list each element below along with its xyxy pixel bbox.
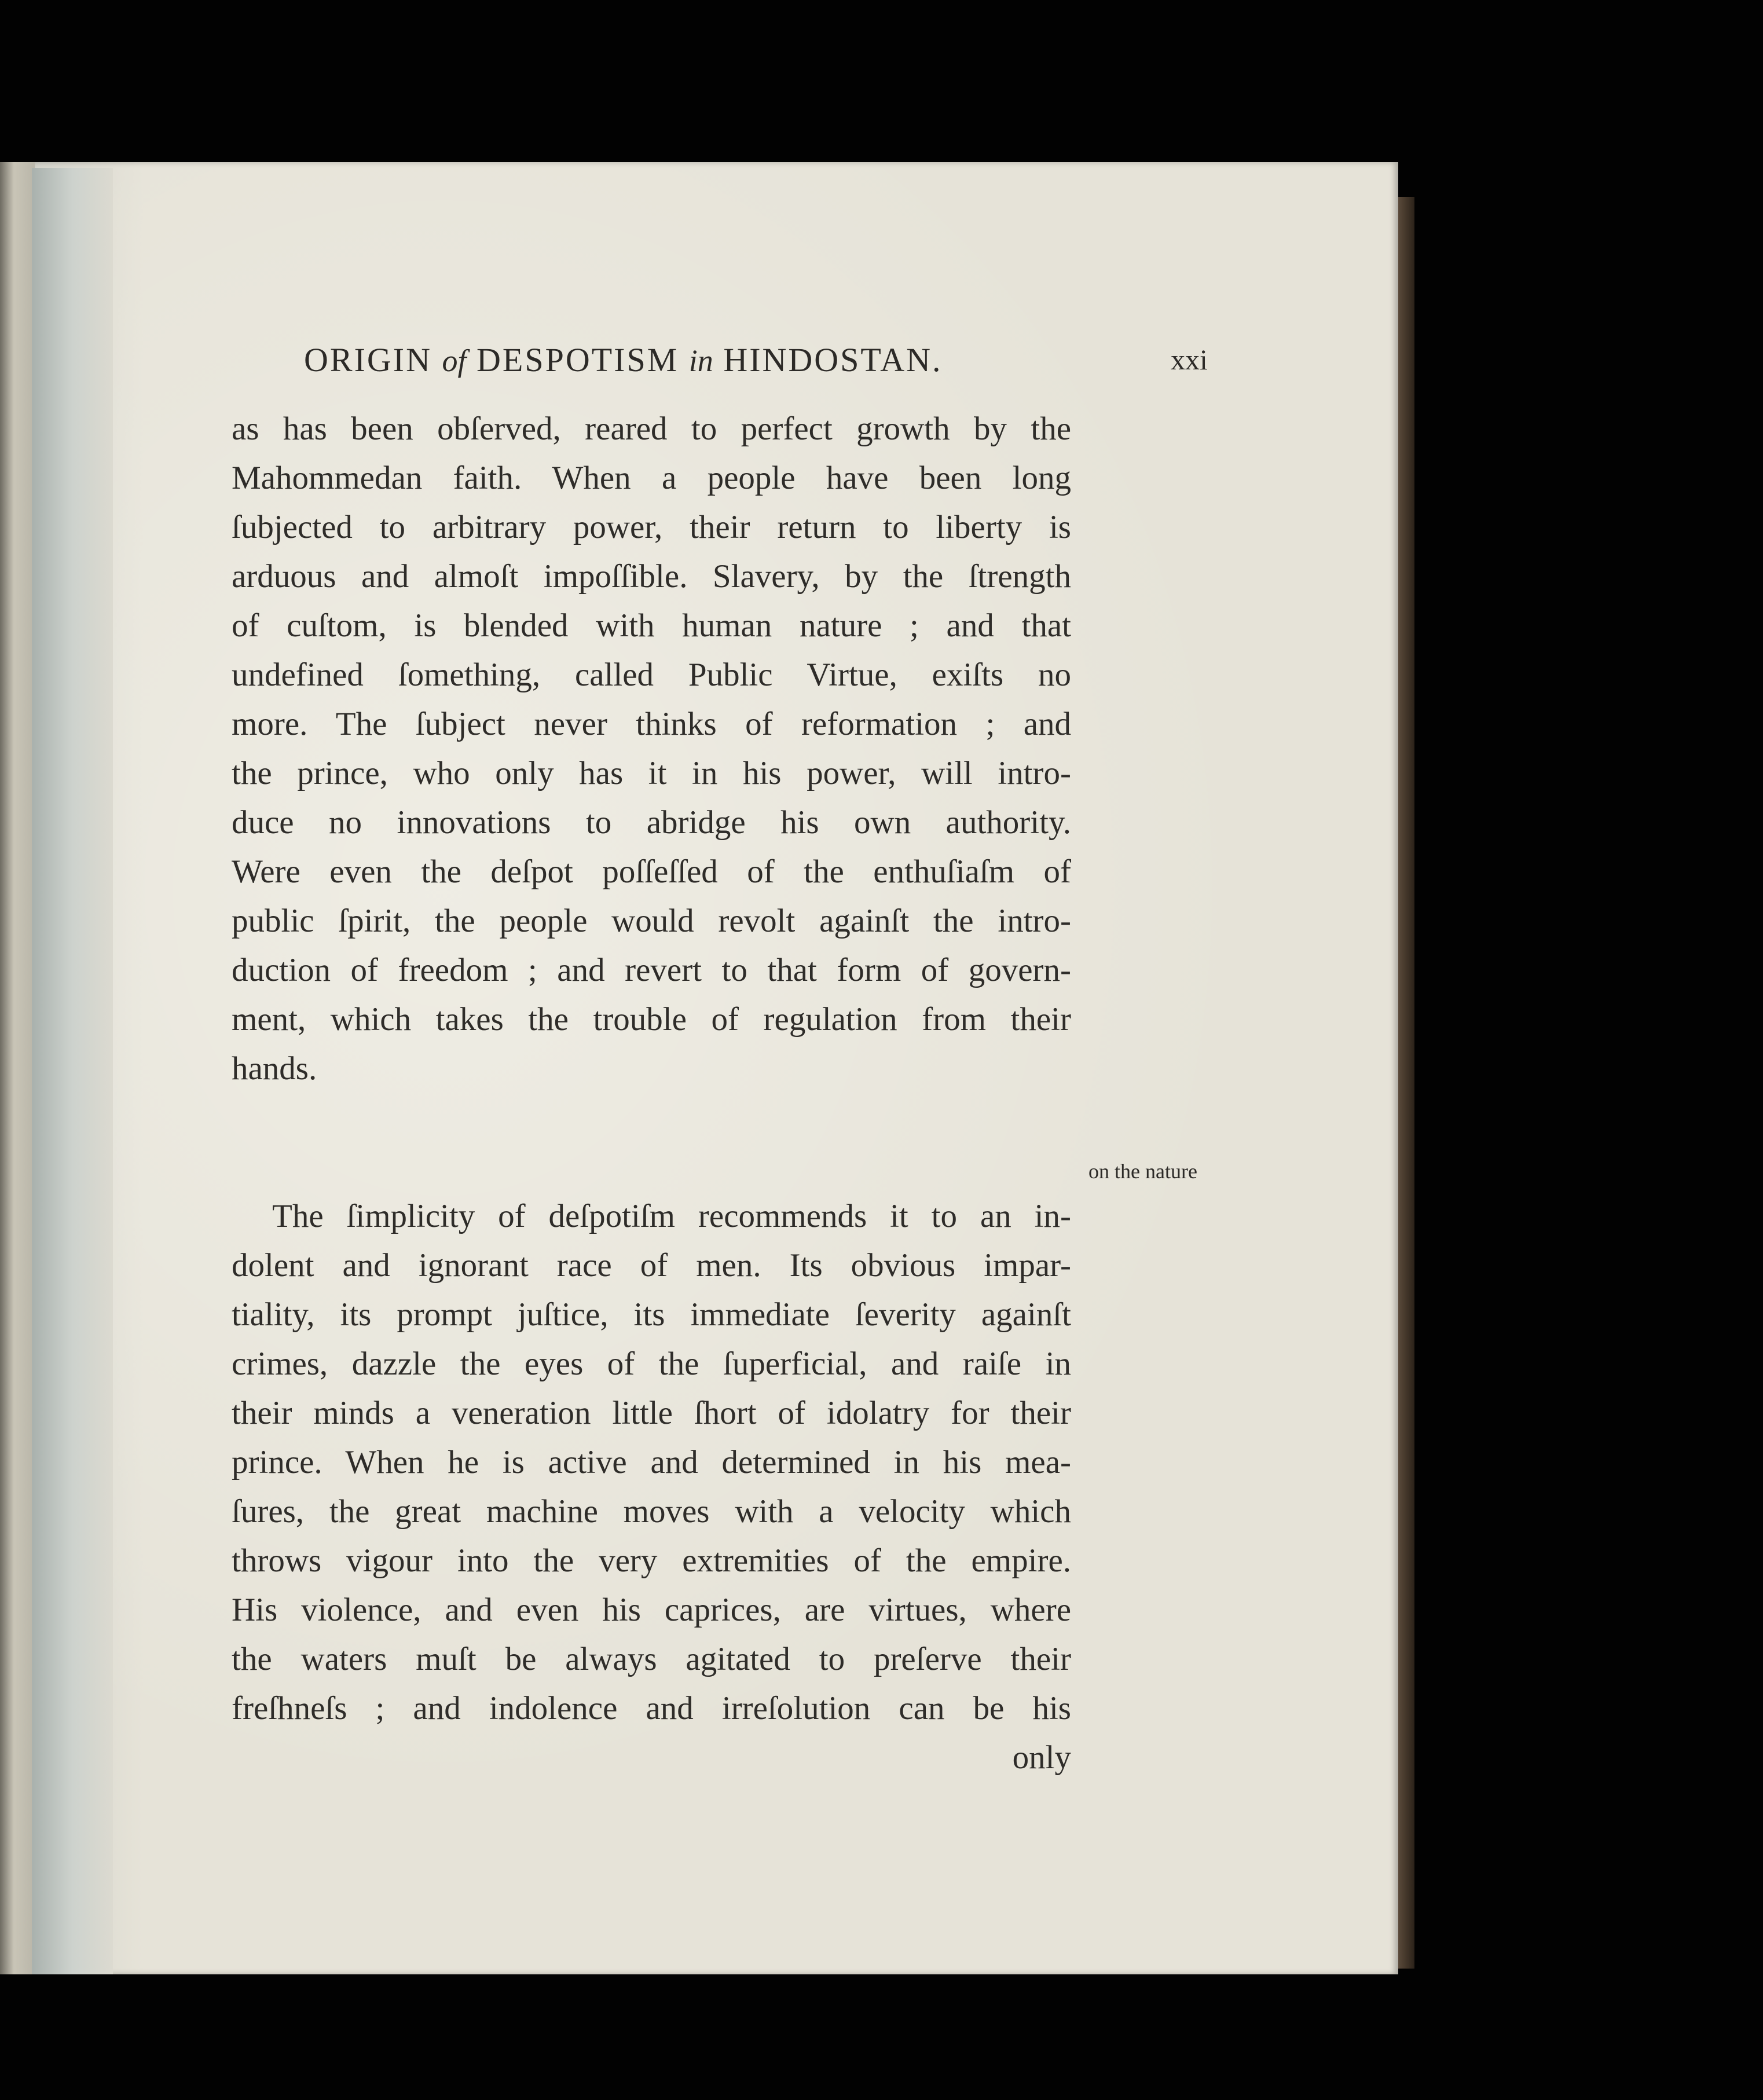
text-line: as has been obſerved, reared to perfect growth by the [232,411,1071,447]
text-line: hands. [232,1050,317,1087]
page-right-edge [1398,197,1414,1969]
gutter-shadow [32,168,113,1974]
running-head [304,340,1057,379]
running-head-in: in [688,343,713,378]
text-line: dolent and ignorant race of men. Its obvious impar- [232,1247,1071,1284]
text-line: ſures, the great machine moves with a velocity which [232,1493,1071,1530]
text-line: Mahommedan faith. When a people have been long [232,460,1071,496]
text-line: public ſpirit, the people would revolt againſt the intro- [232,903,1071,939]
text-line: The ſimplicity of deſpotiſm recommends it to an in- [272,1198,1071,1234]
running-head-hindostan: HINDOSTAN. [723,341,943,379]
text-line: arduous and almoſt impoſſible. Slavery, by the ſtrength [232,558,1071,595]
margin-note: on the nature [1088,1160,1197,1183]
text-line: duce no innovations to abridge his own authority. [232,804,1071,841]
text-line: ſubjected to arbitrary power, their return to liberty is [232,509,1071,545]
catchword: only [1012,1739,1071,1776]
text-line: the waters muſt be always agitated to preſerve their [232,1641,1071,1677]
text-line: more. The ſubject never thinks of reformation ; and [232,706,1071,742]
body-text [232,404,1071,1782]
paragraph-gap [232,1093,1071,1192]
running-head-origin: ORIGIN [304,341,432,379]
text-line: the prince, who only has it in his power, will intro- [232,755,1071,791]
text-line: ment, which takes the trouble of regulation from their [232,1001,1071,1038]
running-head-of: of [442,343,467,378]
text-line: their minds a veneration little ſhort of idolatry for their [232,1395,1071,1431]
left-page-edge [0,162,35,1974]
text-line: tiality, its prompt juſtice, its immediate ſeverity againſt [232,1296,1071,1333]
text-line: His violence, and even his caprices, are virtues, where [232,1592,1071,1628]
text-line: crimes, dazzle the eyes of the ſuperficial, and raiſe in [232,1346,1071,1382]
text-line: prince. When he is active and determined in his mea- [232,1444,1071,1480]
text-line: Were even the deſpot poſſeſſed of the enthuſiaſm of [232,853,1071,890]
text-line: undefined ſomething, called Public Virtue, exiſts no [232,657,1071,693]
text-line: freſhneſs ; and indolence and irreſolution can be his [232,1690,1071,1727]
text-line: duction of freedom ; and revert to that form of govern- [232,952,1071,988]
text-line: throws vigour into the very extremities of the empire. [232,1542,1071,1579]
running-head-despotism: DESPOTISM [477,341,679,379]
text-line: of cuſtom, is blended with human nature ; and that [232,607,1071,644]
page-number: xxi [1171,343,1208,376]
